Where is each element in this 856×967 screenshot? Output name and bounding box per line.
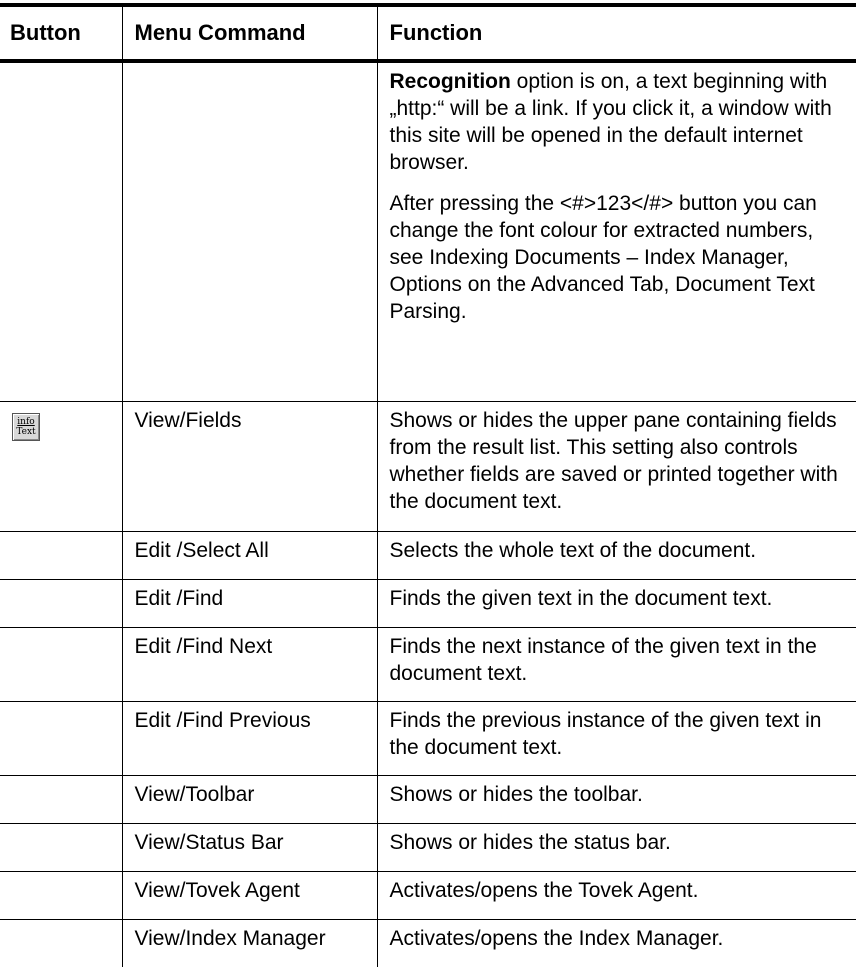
function-cell: Activates/opens the Tovek Agent. (377, 871, 856, 919)
table-row (0, 823, 856, 871)
function-cell: Finds the given text in the document text. (377, 579, 856, 627)
button-cell (0, 401, 122, 531)
table-header-row (0, 5, 856, 61)
function-bold-lead: Recognition (389, 70, 511, 93)
icon-label-top: info (17, 416, 35, 427)
menu-command-cell: View/Fields (122, 401, 377, 531)
header-button: Button (0, 5, 122, 61)
button-cell (0, 701, 122, 775)
header-function: Function (377, 5, 856, 61)
table-row (0, 701, 856, 775)
menu-command-cell (122, 61, 377, 401)
menu-command-cell: View/Tovek Agent (122, 871, 377, 919)
table-row (0, 775, 856, 823)
menu-command-cell: Edit /Select All (122, 531, 377, 579)
function-cell: Shows or hides the toolbar. (377, 775, 856, 823)
button-cell (0, 775, 122, 823)
function-cell: Finds the previous instance of the given text in the document text. (377, 701, 856, 775)
button-cell (0, 823, 122, 871)
table-row (0, 627, 856, 701)
button-cell (0, 531, 122, 579)
command-table (0, 3, 856, 967)
function-paragraph: After pressing the <#>123</#> button you can change the font colour for extracted numbers, see Indexing Documents – Index Manager, Options on the Advanced Tab, Document Text Parsing. (389, 192, 817, 323)
function-text: option is on, a text beginning with „http:“ will be a link. If you click it, a window with this site will be opened in the default internet browser. (389, 70, 832, 174)
icon-label-bottom: Text (16, 426, 36, 437)
header-menu-command: Menu Command (122, 5, 377, 61)
button-cell (0, 61, 122, 401)
function-cell: Shows or hides the status bar. (377, 823, 856, 871)
table-row (0, 919, 856, 967)
function-paragraph (390, 68, 845, 176)
table-row (0, 579, 856, 627)
button-cell (0, 579, 122, 627)
menu-command-cell: View/Toolbar (122, 775, 377, 823)
table-row (0, 401, 856, 531)
button-cell (0, 919, 122, 967)
function-cell: Selects the whole text of the document. (377, 531, 856, 579)
function-cell: Activates/opens the Index Manager. (389, 926, 724, 950)
menu-command-cell: View/Status Bar (122, 823, 377, 871)
menu-command-cell: Edit /Find Next (122, 627, 377, 701)
info-text-icon (12, 413, 40, 441)
function-cell: Shows or hides the upper pane containing fields from the result list. This setting also controls whether fields are saved or printed together with the document text. (377, 401, 856, 531)
menu-command-cell: Edit /Find (122, 579, 377, 627)
button-cell (0, 627, 122, 701)
function-cell (377, 61, 856, 401)
menu-command-cell: Edit /Find Previous (122, 701, 377, 775)
function-cell: Finds the next instance of the given text in the document text. (377, 627, 856, 701)
menu-command-cell: View/Index Manager (122, 919, 377, 967)
button-cell (0, 871, 122, 919)
table-row (0, 531, 856, 579)
table-row (0, 61, 856, 401)
table-row (0, 871, 856, 919)
